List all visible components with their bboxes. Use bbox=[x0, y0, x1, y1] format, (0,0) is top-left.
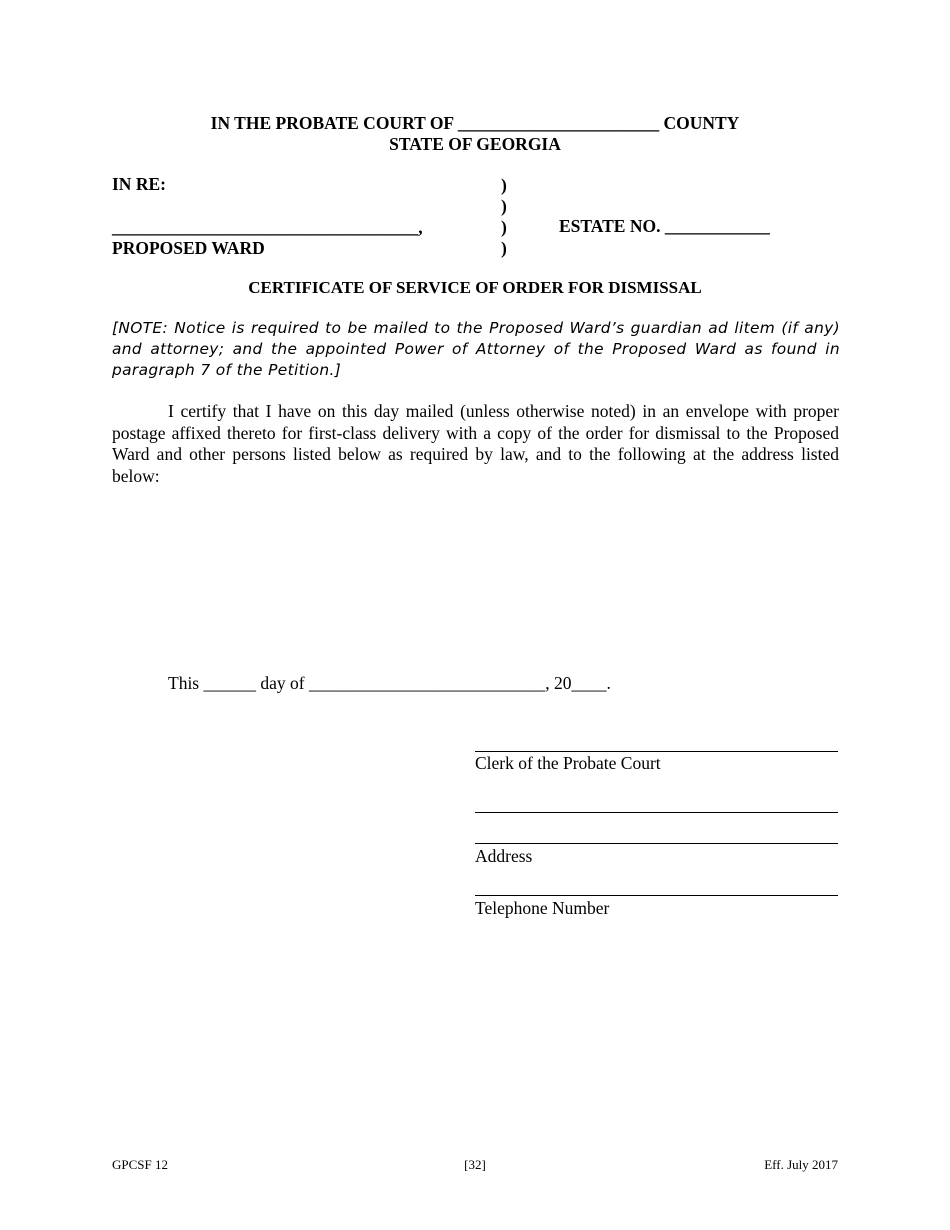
form-id: GPCSF 12 bbox=[112, 1157, 168, 1172]
address-label: Address bbox=[475, 846, 533, 866]
caption-bracket: ) bbox=[501, 175, 507, 195]
proposed-ward-name-blank: ___________________________________, bbox=[112, 217, 423, 237]
address-line-2 bbox=[475, 843, 838, 844]
instruction-note: [NOTE: Notice is required to be mailed to the Proposed Ward’s guardian ad litem (if any) and attorney; and the appointed Power of Attorney of the Proposed Ward as found in paragraph 7 of the Petition.] bbox=[112, 319, 840, 379]
date-line: This ______ day of ___________________________, 20____. bbox=[168, 673, 611, 693]
telephone-line bbox=[475, 895, 838, 896]
court-heading: IN THE PROBATE COURT OF _______________________ COUNTY bbox=[210, 113, 740, 133]
estate-number-field: ESTATE NO. ____________ bbox=[559, 216, 770, 236]
telephone-label: Telephone Number bbox=[475, 898, 610, 918]
page-number: [32] bbox=[464, 1157, 486, 1172]
in-re-label: IN RE: bbox=[112, 174, 166, 194]
effective-date: Eff. July 2017 bbox=[764, 1157, 838, 1172]
clerk-label: Clerk of the Probate Court bbox=[475, 753, 661, 773]
clerk-signature-line bbox=[475, 751, 838, 752]
state-heading: STATE OF GEORGIA bbox=[389, 134, 561, 154]
caption-bracket: ) bbox=[501, 196, 507, 216]
document-title: CERTIFICATE OF SERVICE OF ORDER FOR DISMISSAL bbox=[248, 278, 702, 297]
certification-paragraph: I certify that I have on this day mailed (unless otherwise noted) in an envelope with proper postage affixed thereto for first-class delivery with a copy of the order for dismissal to the Proposed Ward and other persons listed below as required by law, and to the following at the address listed below: bbox=[112, 401, 839, 486]
caption-bracket: ) bbox=[501, 238, 507, 258]
address-line-1 bbox=[475, 812, 838, 813]
caption-bracket: ) bbox=[501, 217, 507, 237]
proposed-ward-label: PROPOSED WARD bbox=[112, 238, 265, 258]
